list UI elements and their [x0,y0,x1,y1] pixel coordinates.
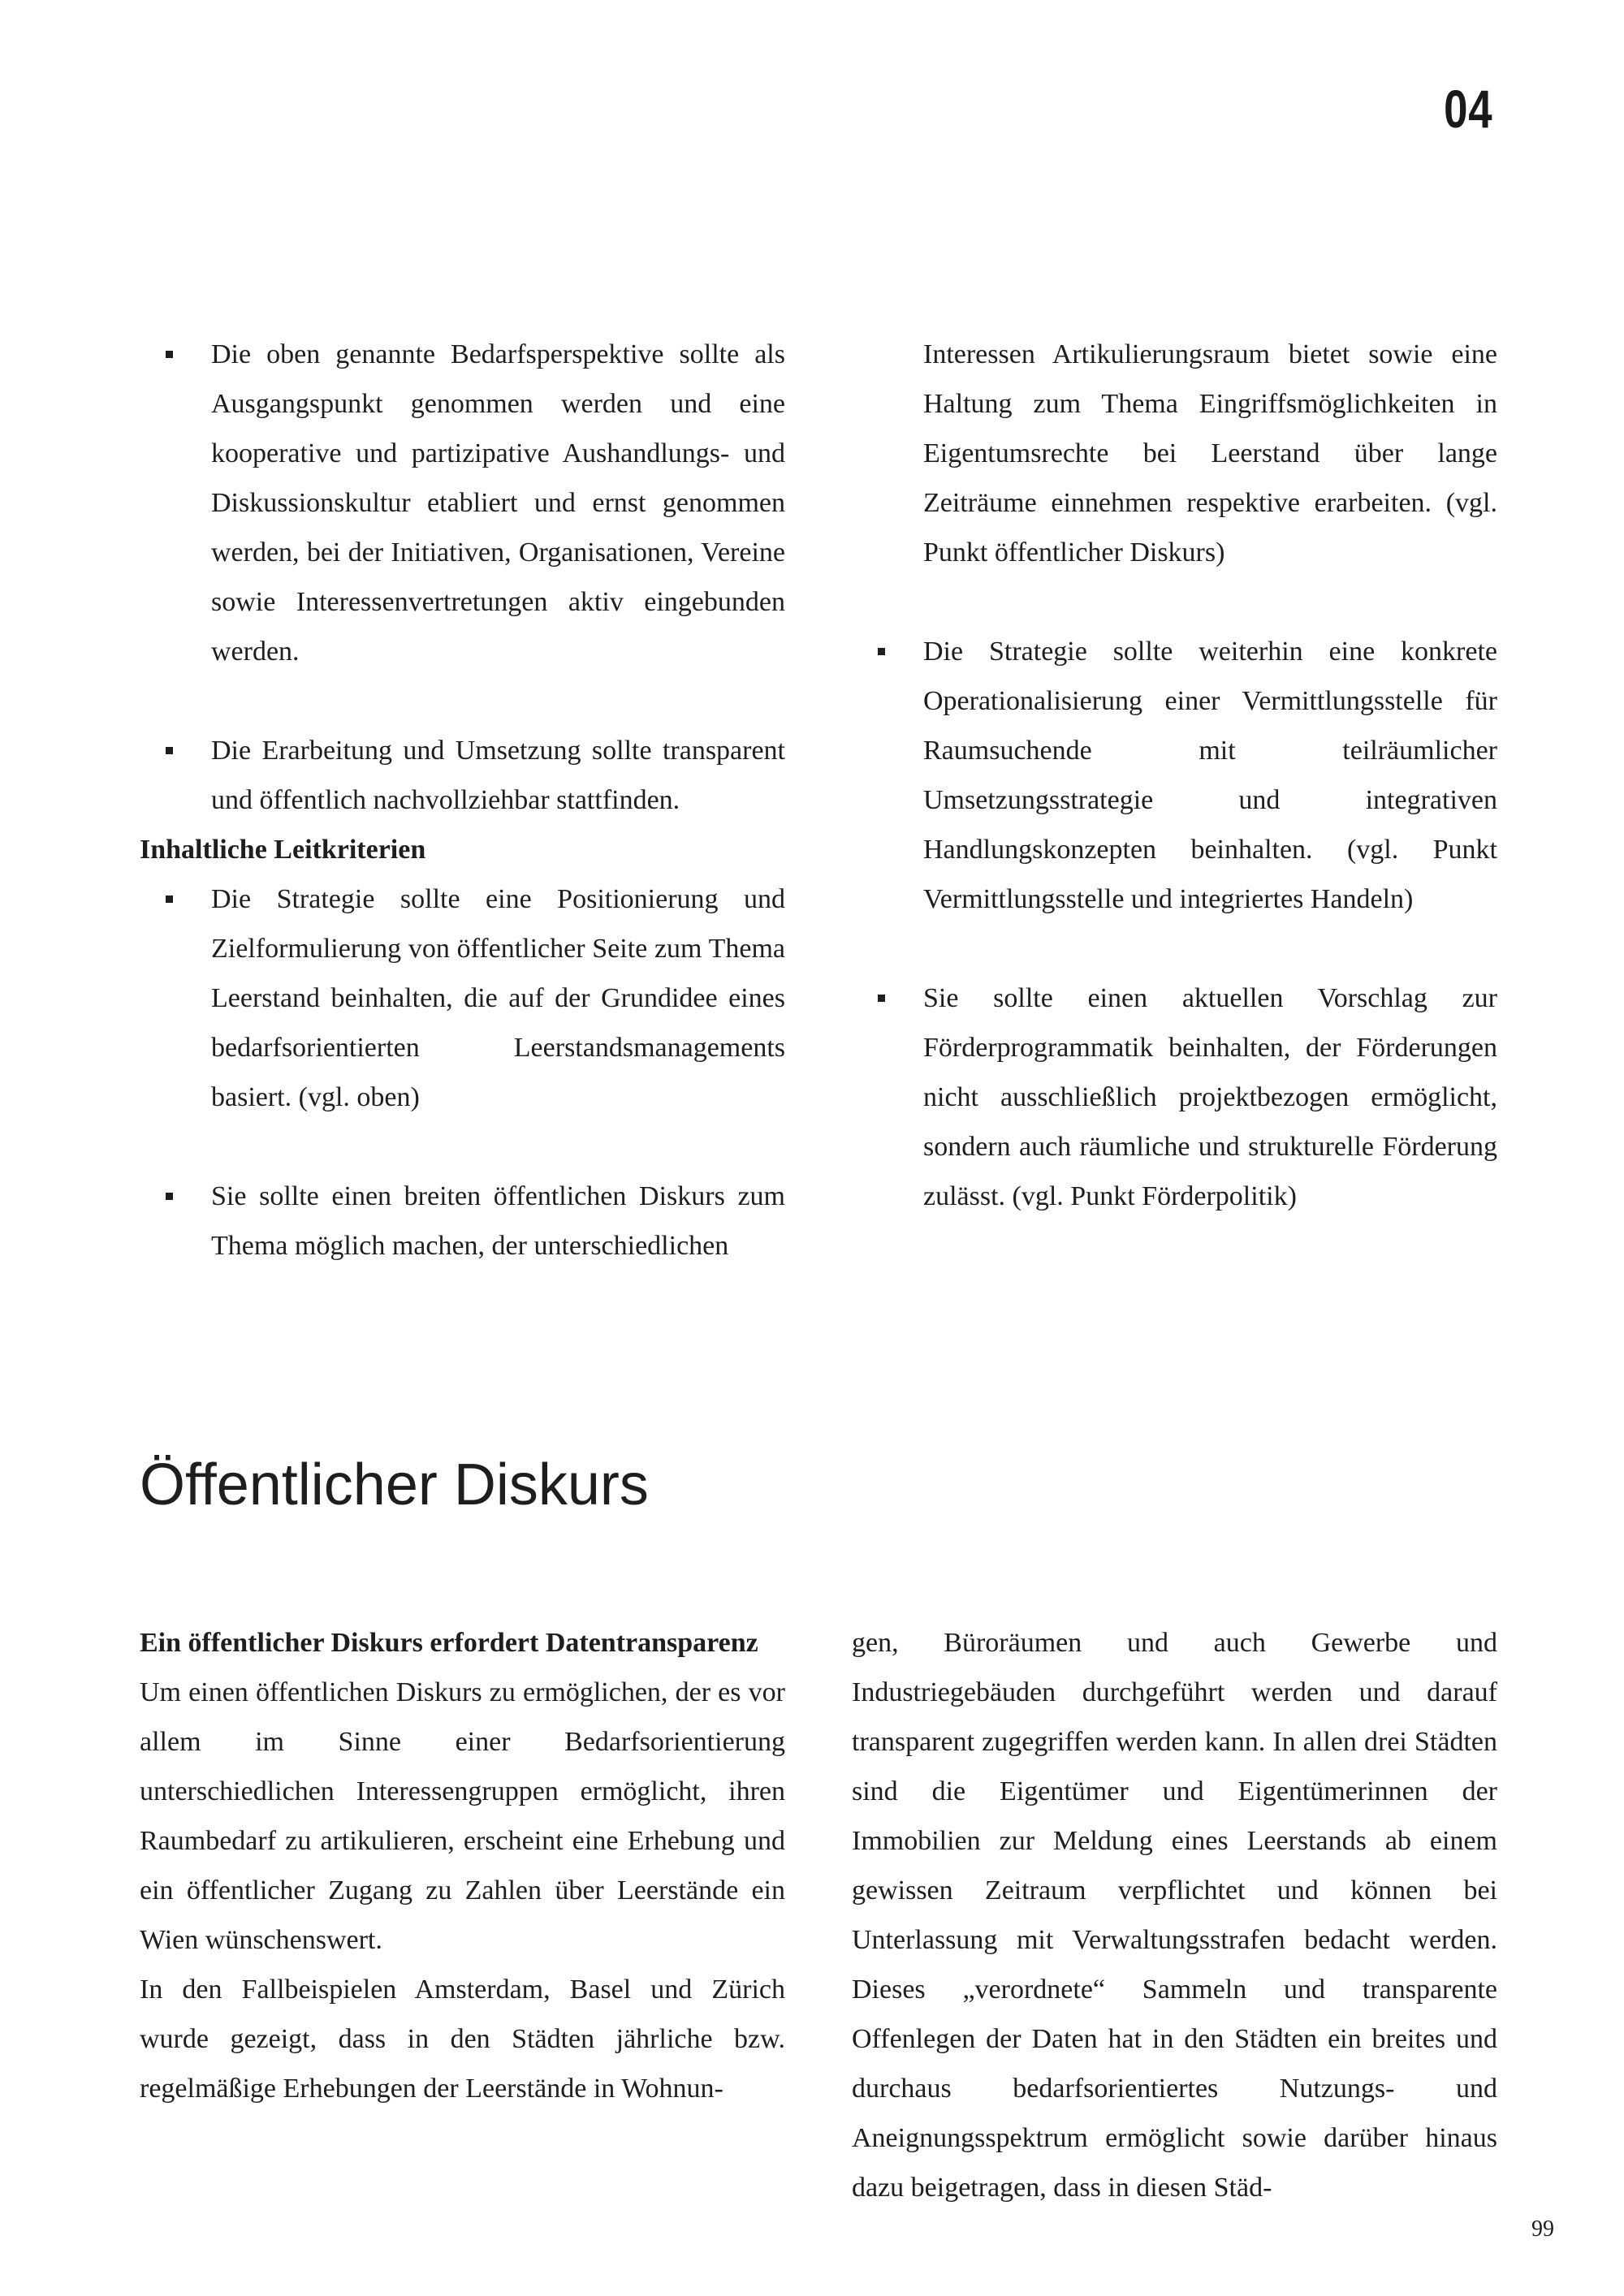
paragraph: In den Fallbeispielen Amsterdam, Basel und Zürich wurde gezeigt, dass in den Städten jährliche bzw. regelmäßige Erhebungen der Leerstände in Wohnun- [140,1974,785,2104]
subheading-content-criteria: Inhaltliche Leitkriterien [140,835,426,865]
paragraph: gen, Büroräumen und auch Gewerbe und Industriegebäuden durchgeführt werden und darauf transparent zugegriffen werden kann. In allen drei Städten sind die Eigentümer und Eigentümerinnen der Immobilien zur Meldung eines Leerstands ab einem gewissen Zeitraum verpflichtet und können bei Unterlassung mit Verwaltungsstrafen bedacht werden. Dieses „verordnete“ Sammeln und transparente Offenlegen der Daten hat in den Städten ein breites und durchaus bedarfsorientiertes Nutzungs- und Aneignungsspektrum ermöglicht sowie darüber hinaus dazu beigetragen, dass in diesen Städ- [852,1628,1497,2203]
process-criteria-list [140,330,785,825]
list-item: Die Strategie sollte eine Positionierung und Zielformulierung von öffentlicher Seite zum Thema Leerstand beinhalten, die auf der Grundidee eines bedarfsorientierten Leerstandsmanagements basiert. (vgl. oben) [140,874,785,1122]
list-item: Die oben genannte Bedarfsperspektive sollte als Ausgangspunkt genommen werden und eine kooperative und partizipative Aushandlungs- und Diskussionskultur etabliert und ernst genommen werden, bei der Initiativen, Organisationen, Vereine sowie Interessenvertretungen aktiv eingebunden werden. [140,330,785,676]
right-column-top [852,330,1497,1221]
page-number: 99 [1531,2216,1554,2242]
subheading-data-transparency: Ein öffentlicher Diskurs erfordert Datentransparenz [140,1628,758,1658]
left-column-bottom [140,1618,785,2113]
content-criteria-list-continued [852,627,1497,1221]
list-item: Die Erarbeitung und Umsetzung sollte transparent und öffentlich nachvollziehbar stattfinden. [140,726,785,825]
list-item: Sie sollte einen aktuellen Vorschlag zur Förderprogrammatik beinhalten, der Förderungen nicht ausschließlich projektbezogen ermöglicht, sondern auch räumliche und strukturelle Förderung zulässt. (vgl. Punkt Förderpolitik) [852,973,1497,1221]
paragraph: Um einen öffentlichen Diskurs zu ermöglichen, der es vor allem im Sinne einer Bedarfsorientierung unterschiedlichen Interessengruppen ermöglicht, ihren Raumbedarf zu artikulieren, erscheint eine Erhebung und ein öffentlicher Zugang zu Zahlen über Leerstände ein Wien wünschenswert. [140,1677,785,1955]
chapter-number: 04 [1443,79,1492,139]
list-item: Sie sollte einen breiten öffentlichen Diskurs zum Thema möglich machen, der unterschiedlichen [140,1172,785,1271]
list-item: Die Strategie sollte weiterhin eine konkrete Operationalisierung einer Vermittlungsstelle für Raumsuchende mit teilräumlicher Umsetzungsstrategie und integrativen Handlungskonzepten beinhalten. (vgl. Punkt Vermittlungsstelle und integriertes Handeln) [852,627,1497,924]
right-column-bottom [852,1618,1497,2212]
content-criteria-list [140,874,785,1271]
list-item-continuation: Interessen Artikulierungsraum bietet sowie eine Haltung zum Thema Eingriffsmöglichkeiten in Eigentumsrechte bei Leerstand über lange Zeiträume einnehmen respektive erarbeiten. (vgl. Punkt öffentlicher Diskurs) [923,339,1497,568]
left-column-top [140,330,785,1271]
section-title: Öffentlicher Diskurs [140,1452,649,1517]
